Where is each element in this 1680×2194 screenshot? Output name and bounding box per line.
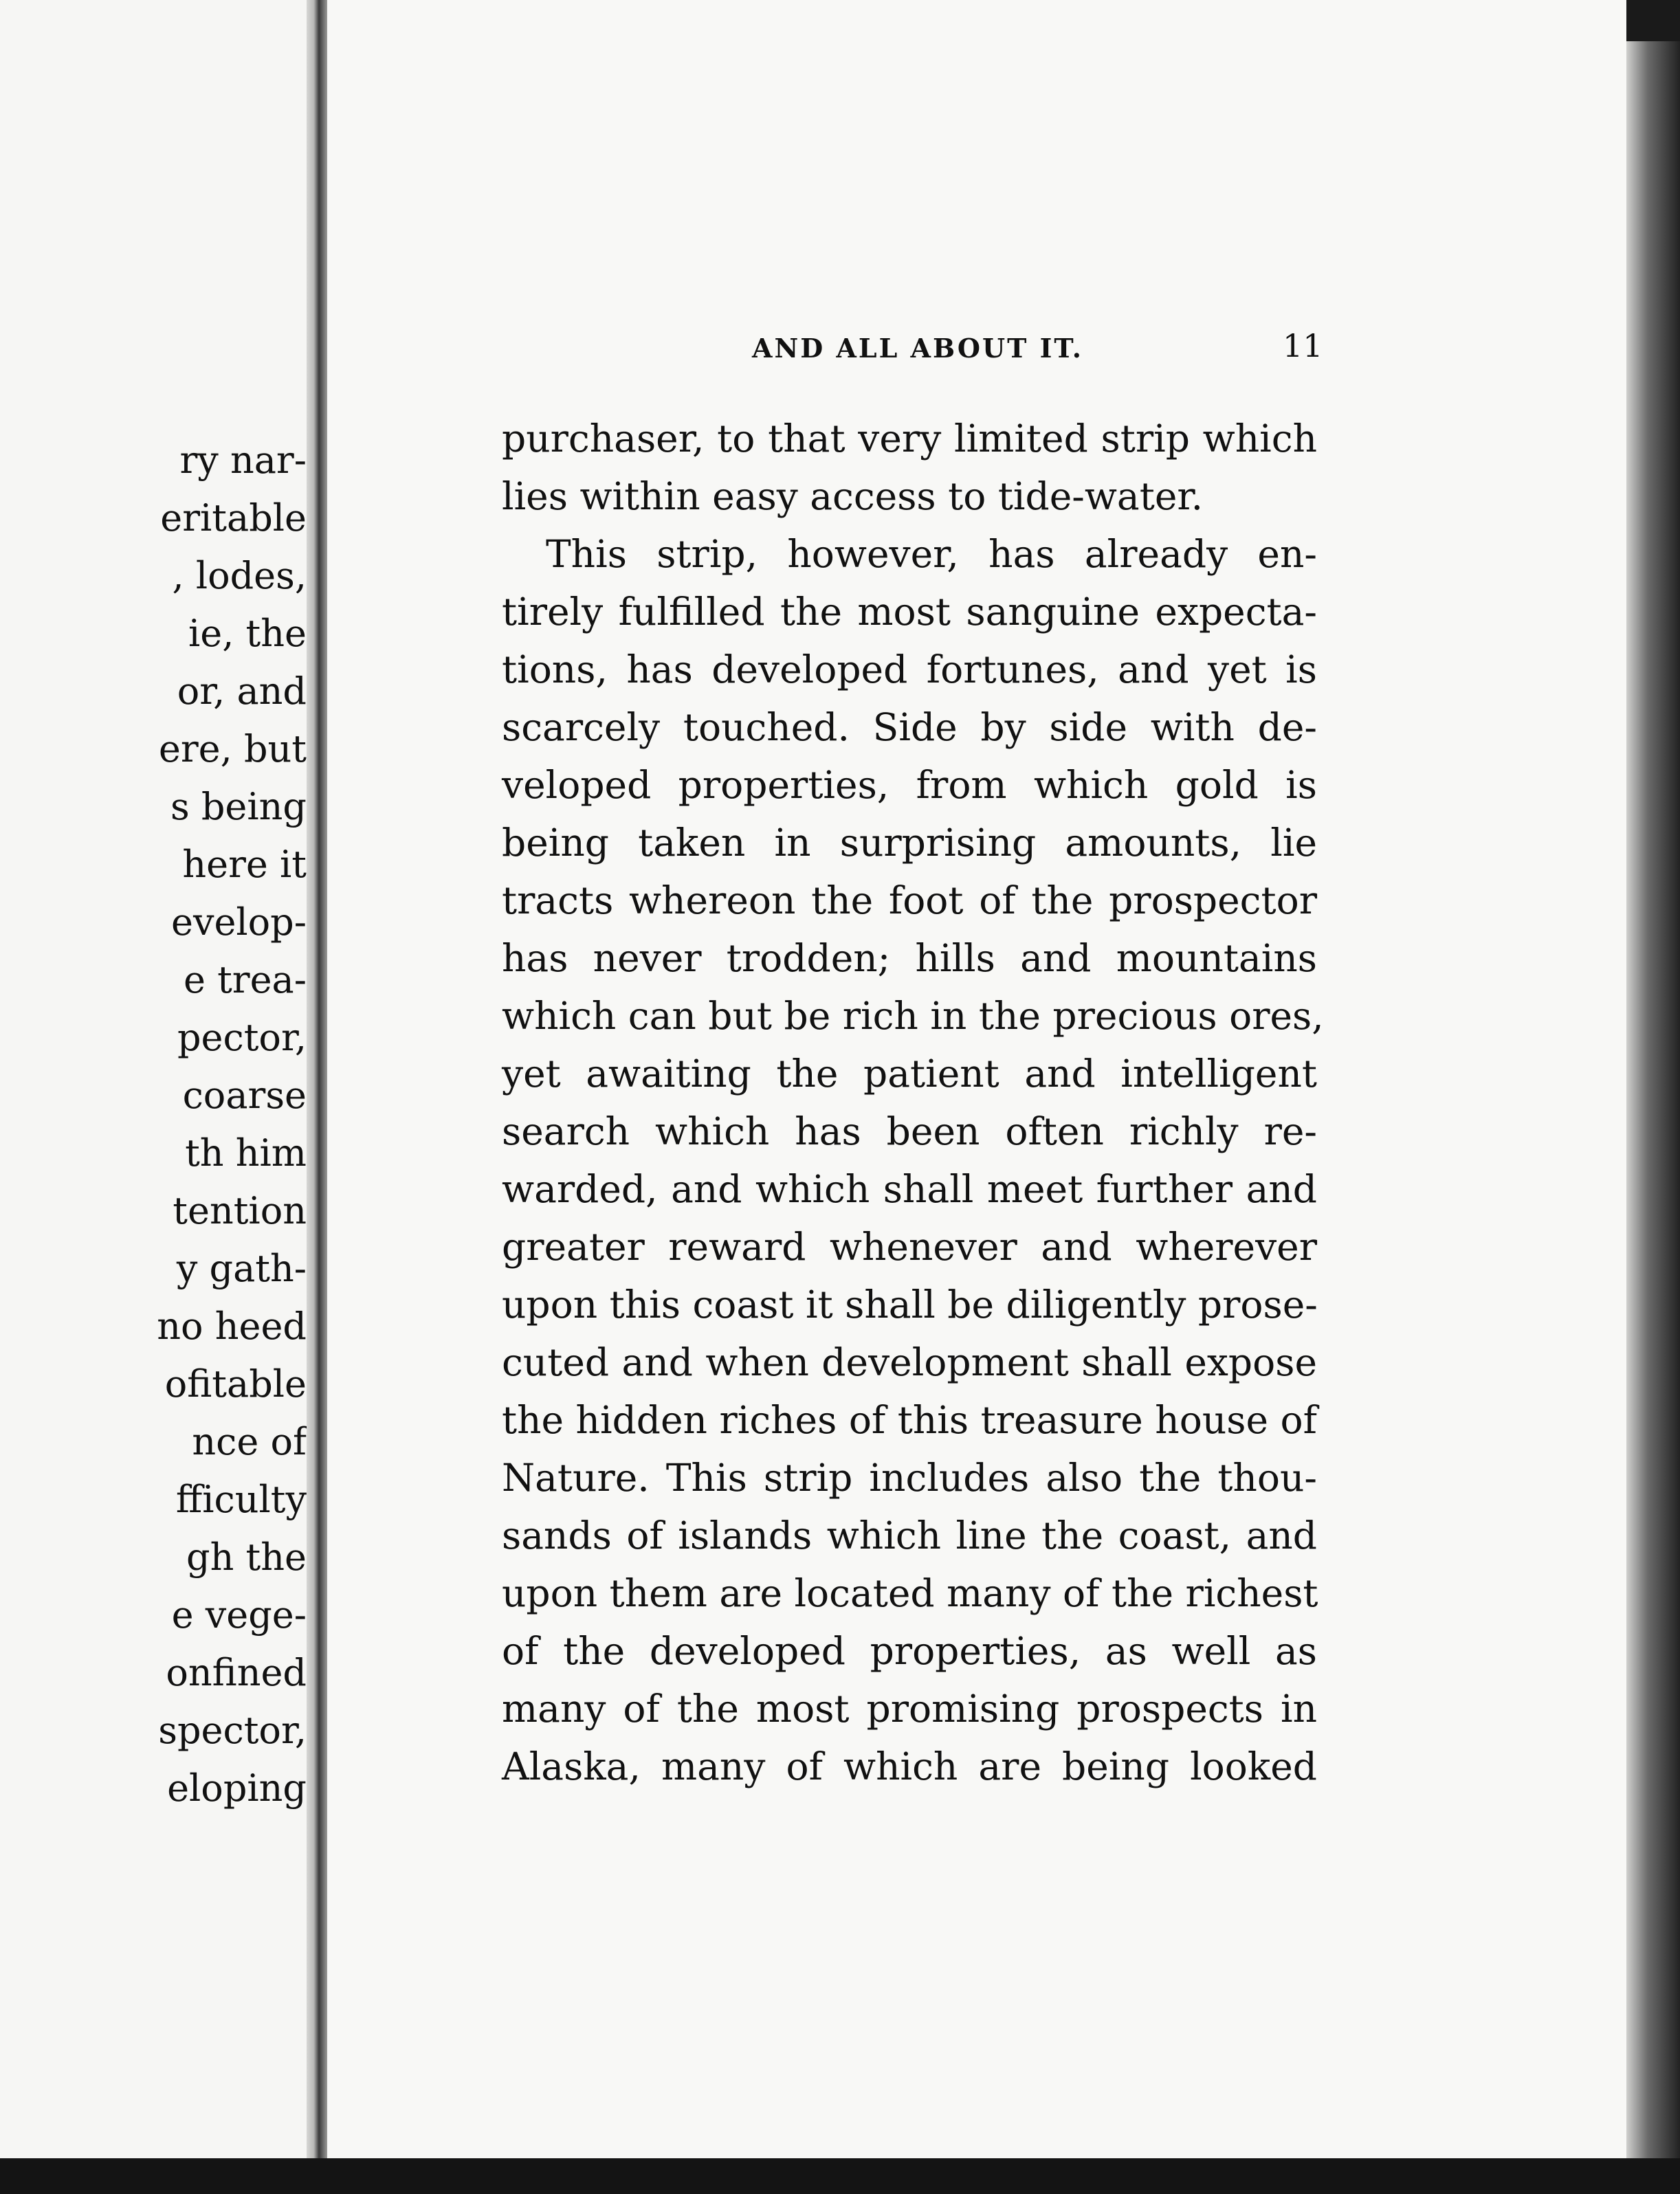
left-page-line: or, and [177,669,307,713]
text-line: the hidden riches of this treasure house of [502,1398,1317,1442]
left-page-line: no heed [157,1305,307,1348]
page-edge-shadow [1626,41,1680,2172]
text-line: Nature. This strip includes also the thou- [502,1456,1317,1500]
text-line: lies within easy access to tide-water. [502,474,1204,518]
text-line: upon them are located many of the richest [502,1571,1318,1615]
left-page-line: eloping [167,1766,307,1810]
left-page-line: eritable [160,496,307,540]
left-page-line: tention [173,1189,307,1232]
left-page-line: y gath- [176,1247,307,1290]
text-line: cuted and when development shall expose [502,1340,1317,1384]
text-line: Alaska, many of which are being looked [502,1744,1317,1788]
text-line: has never trodden; hills and mountains [502,936,1317,980]
scan-bottom-border [0,2158,1680,2194]
text-line: purchaser, to that very limited strip which [502,417,1317,461]
text-line: upon this coast it shall be diligently prose- [502,1283,1318,1327]
page-number: 11 [1283,327,1323,364]
left-page-line: gh the [186,1536,307,1579]
left-page-line: e vege- [171,1593,307,1637]
text-line: tirely fulfilled the most sanguine expecta- [502,590,1317,634]
text-line: sands of islands which line the coast, and [502,1514,1317,1558]
text-line: scarcely touched. Side by side with de- [502,705,1317,749]
previous-page [0,0,307,2158]
text-line: tions, has developed fortunes, and yet is [502,647,1317,691]
text-line: many of the most promising prospects in [502,1687,1317,1731]
left-page-line: spector, [158,1709,307,1752]
left-page-line: s being [170,785,307,828]
left-page-line: ry nar- [179,439,307,482]
left-page-line: , lodes, [172,554,307,597]
text-line: This strip, however, has already en- [546,532,1317,576]
left-page-line: ofitable [164,1362,307,1406]
book-gutter [307,0,327,2165]
text-line: yet awaiting the patient and intelligent [502,1052,1317,1096]
left-page-line: fficulty [175,1478,307,1521]
running-head: AND ALL ABOUT IT. [752,333,1083,364]
left-page-line: onfined [166,1651,307,1694]
left-page-line: th him [185,1131,307,1175]
text-line: warded, and which shall meet further and [502,1167,1317,1211]
text-line: greater reward whenever and wherever [502,1225,1317,1269]
text-line: being taken in surprising amounts, lie [502,821,1317,865]
text-line: veloped properties, from which gold is [502,763,1317,807]
left-page-line: coarse [182,1074,307,1117]
left-page-line: ie, the [188,612,307,655]
left-page-line: pector, [177,1016,307,1059]
left-page-line: nce of [192,1420,307,1463]
left-page-line: evelop- [170,900,307,944]
left-page-line: e trea- [183,958,307,1001]
left-page-line: here it [182,843,307,886]
text-line: which can but be rich in the precious ores, [502,994,1324,1038]
left-page-line: ere, but [158,727,307,771]
text-line: of the developed properties, as well as [502,1629,1317,1673]
body-text [502,410,1324,1795]
text-line: search which has been often richly re- [502,1109,1317,1153]
text-line: tracts whereon the foot of the prospector [502,878,1317,922]
